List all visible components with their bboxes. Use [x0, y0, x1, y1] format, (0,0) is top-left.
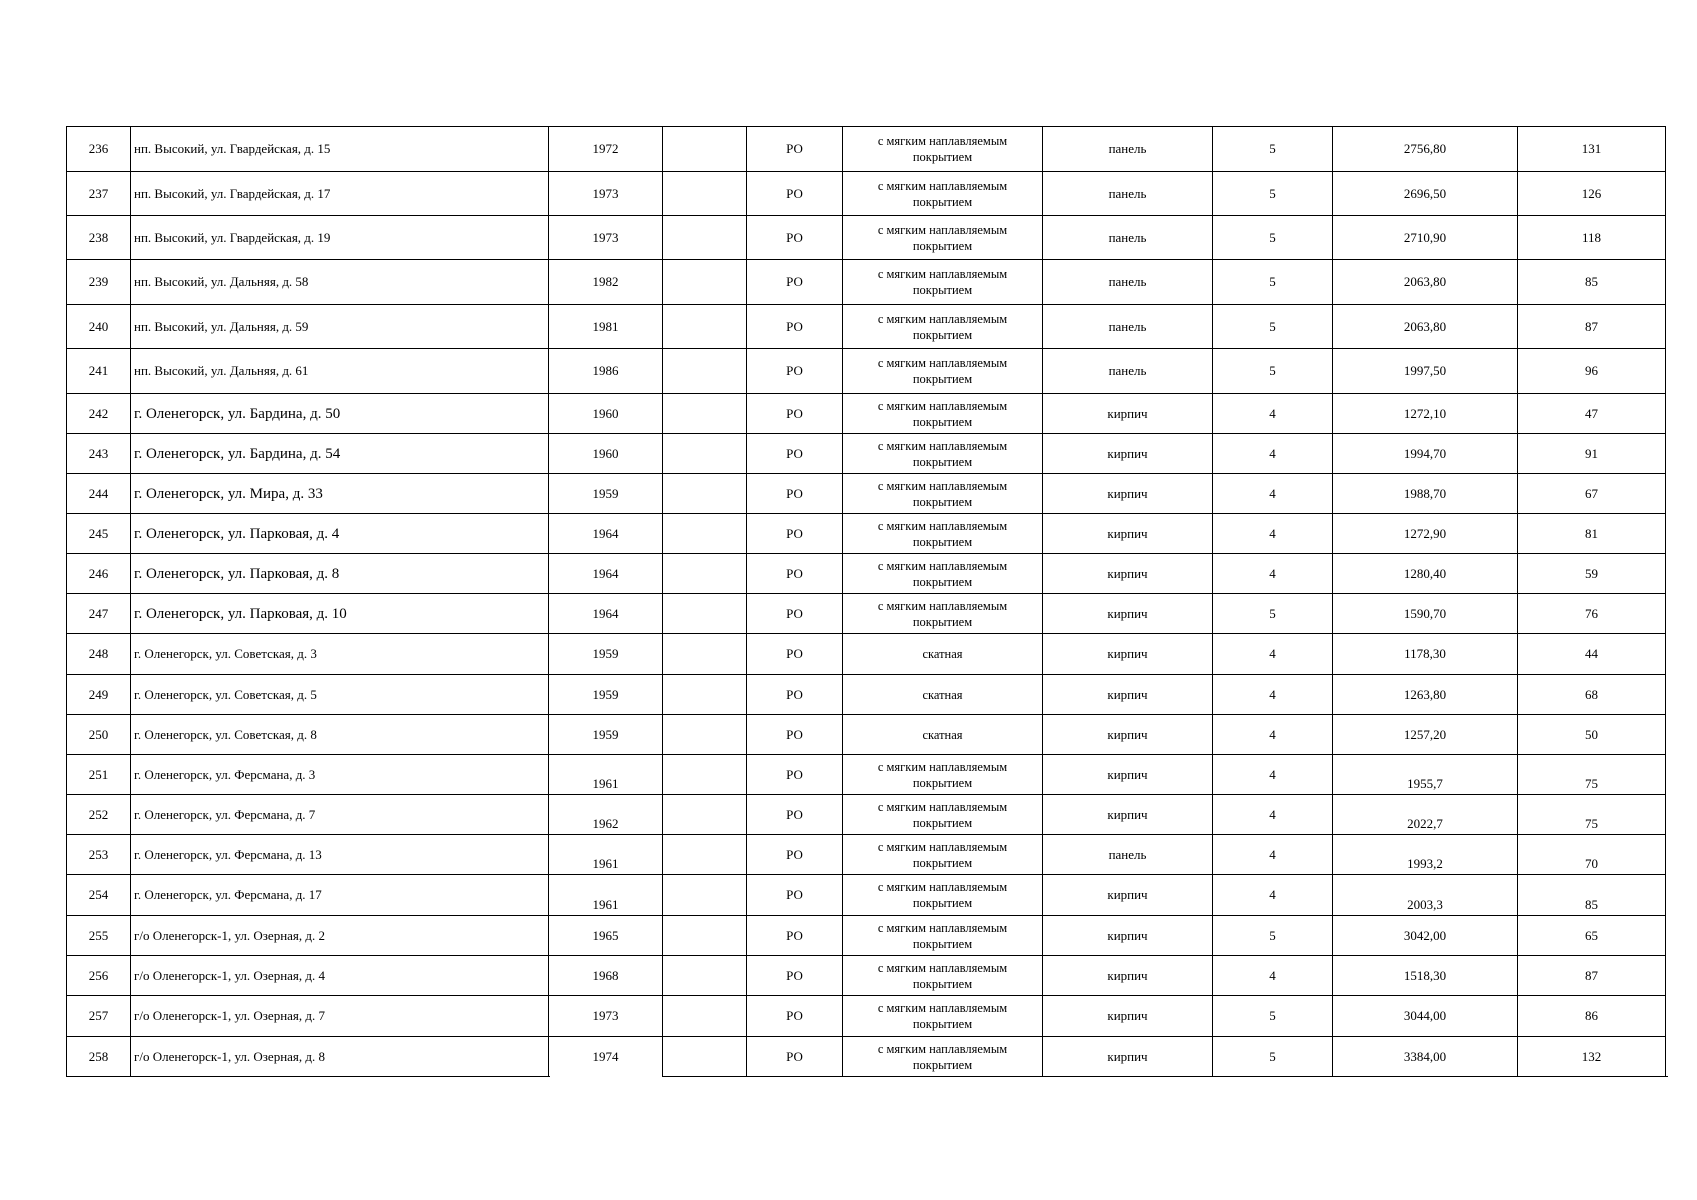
residents-cell: 81 [1517, 513, 1666, 553]
residents-cell: 87 [1517, 955, 1666, 995]
blank-cell [662, 633, 746, 674]
wall-material-cell: кирпич [1042, 633, 1212, 674]
blank-cell [662, 215, 746, 259]
floors-cell: 5 [1212, 915, 1332, 955]
year-cell: 1973 [548, 171, 662, 215]
row-number-cell: 258 [66, 1036, 130, 1076]
wall-material-cell: кирпич [1042, 553, 1212, 593]
address-cell: г/о Оленегорск-1, ул. Озерная, д. 2 [130, 915, 548, 955]
table-row [66, 915, 1666, 955]
floors-cell: 5 [1212, 171, 1332, 215]
blank-cell [662, 433, 746, 473]
area-cell: 3044,00 [1332, 995, 1517, 1036]
year-cell: 1959 [548, 473, 662, 513]
residents-cell: 85 [1517, 259, 1666, 304]
row-number-cell: 250 [66, 714, 130, 754]
wall-material-cell: панель [1042, 126, 1212, 171]
code-cell: РО [746, 473, 842, 513]
roof-type-cell: с мягким наплавляемым покрытием [842, 513, 1042, 553]
roof-type-cell: с мягким наплавляемым покрытием [842, 304, 1042, 348]
floors-cell: 4 [1212, 955, 1332, 995]
blank-cell [662, 259, 746, 304]
row-number-cell: 238 [66, 215, 130, 259]
table-row [66, 473, 1666, 513]
blank-cell [662, 171, 746, 215]
code-cell: РО [746, 348, 842, 393]
table-row [66, 553, 1666, 593]
residents-cell: 96 [1517, 348, 1666, 393]
code-cell: РО [746, 393, 842, 433]
table-row [66, 955, 1666, 995]
year-cell: 1959 [548, 674, 662, 714]
roof-type-cell: с мягким наплавляемым покрытием [842, 1036, 1042, 1076]
area-cell: 1257,20 [1332, 714, 1517, 754]
address-cell: нп. Высокий, ул. Гвардейская, д. 19 [130, 215, 548, 259]
code-cell: РО [746, 259, 842, 304]
address-cell: г. Оленегорск, ул. Ферсмана, д. 13 [130, 834, 548, 874]
year-cell: 1961 [548, 754, 662, 794]
row-number-cell: 236 [66, 126, 130, 171]
year-cell: 1973 [548, 215, 662, 259]
table-row [66, 633, 1666, 674]
table-row [66, 1036, 1666, 1076]
table-row [66, 433, 1666, 473]
floors-cell: 4 [1212, 754, 1332, 794]
area-cell: 2063,80 [1332, 304, 1517, 348]
blank-cell [662, 553, 746, 593]
area-cell: 2696,50 [1332, 171, 1517, 215]
area-cell: 1993,2 [1332, 834, 1517, 874]
blank-cell [662, 754, 746, 794]
table-row [66, 304, 1666, 348]
roof-type-cell: с мягким наплавляемым покрытием [842, 215, 1042, 259]
blank-cell [662, 513, 746, 553]
blank-cell [662, 593, 746, 633]
address-cell: г/о Оленегорск-1, ул. Озерная, д. 4 [130, 955, 548, 995]
code-cell: РО [746, 674, 842, 714]
wall-material-cell: кирпич [1042, 433, 1212, 473]
wall-material-cell: кирпич [1042, 473, 1212, 513]
code-cell: РО [746, 215, 842, 259]
code-cell: РО [746, 995, 842, 1036]
code-cell: РО [746, 915, 842, 955]
row-number-cell: 249 [66, 674, 130, 714]
area-cell: 1988,70 [1332, 473, 1517, 513]
year-cell: 1964 [548, 513, 662, 553]
year-cell: 1981 [548, 304, 662, 348]
blank-cell [662, 714, 746, 754]
blank-cell [662, 915, 746, 955]
floors-cell: 4 [1212, 714, 1332, 754]
year-cell: 1959 [548, 714, 662, 754]
code-cell: РО [746, 304, 842, 348]
wall-material-cell: кирпич [1042, 915, 1212, 955]
wall-material-cell: кирпич [1042, 955, 1212, 995]
roof-type-cell: с мягким наплавляемым покрытием [842, 834, 1042, 874]
blank-cell [662, 995, 746, 1036]
code-cell: РО [746, 754, 842, 794]
code-cell: РО [746, 874, 842, 915]
row-number-cell: 255 [66, 915, 130, 955]
code-cell: РО [746, 553, 842, 593]
code-cell: РО [746, 433, 842, 473]
blank-cell [662, 304, 746, 348]
floors-cell: 4 [1212, 834, 1332, 874]
year-cell: 1960 [548, 433, 662, 473]
wall-material-cell: кирпич [1042, 794, 1212, 834]
roof-type-cell: с мягким наплавляемым покрытием [842, 348, 1042, 393]
wall-material-cell: панель [1042, 348, 1212, 393]
blank-cell [662, 1036, 746, 1076]
row-number-cell: 243 [66, 433, 130, 473]
housing-table [66, 126, 1666, 1081]
row-number-cell: 254 [66, 874, 130, 915]
table-row [66, 126, 1666, 171]
year-cell: 1962 [548, 794, 662, 834]
area-cell: 1272,10 [1332, 393, 1517, 433]
roof-type-cell: с мягким наплавляемым покрытием [842, 433, 1042, 473]
residents-cell: 59 [1517, 553, 1666, 593]
address-cell: г. Оленегорск, ул. Парковая, д. 4 [130, 513, 548, 553]
wall-material-cell: панель [1042, 259, 1212, 304]
area-cell: 1955,7 [1332, 754, 1517, 794]
blank-cell [662, 874, 746, 915]
roof-type-cell: с мягким наплавляемым покрытием [842, 874, 1042, 915]
residents-cell: 131 [1517, 126, 1666, 171]
residents-cell: 76 [1517, 593, 1666, 633]
year-cell: 1982 [548, 259, 662, 304]
address-cell: г. Оленегорск, ул. Ферсмана, д. 7 [130, 794, 548, 834]
year-cell: 1974 [548, 1036, 662, 1076]
row-number-cell: 244 [66, 473, 130, 513]
roof-type-cell: с мягким наплавляемым покрытием [842, 473, 1042, 513]
blank-cell [662, 674, 746, 714]
residents-cell: 87 [1517, 304, 1666, 348]
table-row [66, 995, 1666, 1036]
roof-type-cell: с мягким наплавляемым покрытием [842, 553, 1042, 593]
wall-material-cell: панель [1042, 834, 1212, 874]
area-cell: 2022,7 [1332, 794, 1517, 834]
wall-material-cell: кирпич [1042, 393, 1212, 433]
area-cell: 1994,70 [1332, 433, 1517, 473]
address-cell: г. Оленегорск, ул. Ферсмана, д. 3 [130, 754, 548, 794]
roof-type-cell: с мягким наплавляемым покрытием [842, 754, 1042, 794]
blank-cell [662, 834, 746, 874]
table-row [66, 874, 1666, 915]
blank-cell [662, 473, 746, 513]
floors-cell: 4 [1212, 674, 1332, 714]
residents-cell: 67 [1517, 473, 1666, 513]
wall-material-cell: кирпич [1042, 714, 1212, 754]
code-cell: РО [746, 794, 842, 834]
area-cell: 2756,80 [1332, 126, 1517, 171]
row-number-cell: 247 [66, 593, 130, 633]
roof-type-cell: с мягким наплавляемым покрытием [842, 171, 1042, 215]
year-cell: 1961 [548, 874, 662, 915]
table-row [66, 259, 1666, 304]
wall-material-cell: кирпич [1042, 874, 1212, 915]
roof-type-cell: скатная [842, 714, 1042, 754]
floors-cell: 5 [1212, 215, 1332, 259]
year-cell: 1964 [548, 553, 662, 593]
address-cell: г. Оленегорск, ул. Мира, д. 33 [130, 473, 548, 513]
wall-material-cell: панель [1042, 171, 1212, 215]
wall-material-cell: панель [1042, 215, 1212, 259]
year-cell: 1968 [548, 955, 662, 995]
address-cell: нп. Высокий, ул. Гвардейская, д. 17 [130, 171, 548, 215]
roof-type-cell: с мягким наплавляемым покрытием [842, 593, 1042, 633]
floors-cell: 4 [1212, 393, 1332, 433]
address-cell: г. Оленегорск, ул. Бардина, д. 54 [130, 433, 548, 473]
table-row [66, 674, 1666, 714]
residents-cell: 85 [1517, 874, 1666, 915]
year-cell: 1973 [548, 995, 662, 1036]
year-cell: 1960 [548, 393, 662, 433]
row-number-cell: 237 [66, 171, 130, 215]
year-cell: 1986 [548, 348, 662, 393]
floors-cell: 5 [1212, 593, 1332, 633]
address-cell: г. Оленегорск, ул. Советская, д. 3 [130, 633, 548, 674]
code-cell: РО [746, 126, 842, 171]
row-number-cell: 242 [66, 393, 130, 433]
floors-cell: 4 [1212, 553, 1332, 593]
wall-material-cell: панель [1042, 304, 1212, 348]
floors-cell: 5 [1212, 259, 1332, 304]
year-cell: 1959 [548, 633, 662, 674]
roof-type-cell: скатная [842, 633, 1042, 674]
table-bottom-border [66, 1076, 550, 1077]
residents-cell: 47 [1517, 393, 1666, 433]
code-cell: РО [746, 834, 842, 874]
address-cell: г. Оленегорск, ул. Бардина, д. 50 [130, 393, 548, 433]
wall-material-cell: кирпич [1042, 754, 1212, 794]
residents-cell: 91 [1517, 433, 1666, 473]
roof-type-cell: с мягким наплавляемым покрытием [842, 794, 1042, 834]
wall-material-cell: кирпич [1042, 1036, 1212, 1076]
residents-cell: 86 [1517, 995, 1666, 1036]
row-number-cell: 246 [66, 553, 130, 593]
area-cell: 2710,90 [1332, 215, 1517, 259]
residents-cell: 75 [1517, 754, 1666, 794]
code-cell: РО [746, 955, 842, 995]
roof-type-cell: с мягким наплавляемым покрытием [842, 393, 1042, 433]
table-row [66, 348, 1666, 393]
wall-material-cell: кирпич [1042, 593, 1212, 633]
residents-cell: 118 [1517, 215, 1666, 259]
area-cell: 1590,70 [1332, 593, 1517, 633]
address-cell: г. Оленегорск, ул. Парковая, д. 10 [130, 593, 548, 633]
address-cell: нп. Высокий, ул. Гвардейская, д. 15 [130, 126, 548, 171]
row-number-cell: 252 [66, 794, 130, 834]
table-row [66, 593, 1666, 633]
row-number-cell: 240 [66, 304, 130, 348]
floors-cell: 4 [1212, 513, 1332, 553]
code-cell: РО [746, 633, 842, 674]
roof-type-cell: с мягким наплавляемым покрытием [842, 955, 1042, 995]
year-cell: 1972 [548, 126, 662, 171]
area-cell: 1178,30 [1332, 633, 1517, 674]
table-row [66, 393, 1666, 433]
residents-cell: 132 [1517, 1036, 1666, 1076]
area-cell: 1263,80 [1332, 674, 1517, 714]
row-number-cell: 256 [66, 955, 130, 995]
residents-cell: 126 [1517, 171, 1666, 215]
year-cell: 1965 [548, 915, 662, 955]
floors-cell: 4 [1212, 874, 1332, 915]
residents-cell: 65 [1517, 915, 1666, 955]
row-number-cell: 248 [66, 633, 130, 674]
blank-cell [662, 393, 746, 433]
floors-cell: 5 [1212, 348, 1332, 393]
residents-cell: 50 [1517, 714, 1666, 754]
blank-cell [662, 955, 746, 995]
floors-cell: 5 [1212, 304, 1332, 348]
wall-material-cell: кирпич [1042, 513, 1212, 553]
residents-cell: 70 [1517, 834, 1666, 874]
table-row [66, 171, 1666, 215]
address-cell: г. Оленегорск, ул. Советская, д. 8 [130, 714, 548, 754]
blank-cell [662, 348, 746, 393]
wall-material-cell: кирпич [1042, 674, 1212, 714]
residents-cell: 44 [1517, 633, 1666, 674]
address-cell: нп. Высокий, ул. Дальняя, д. 58 [130, 259, 548, 304]
table-row [66, 754, 1666, 794]
code-cell: РО [746, 593, 842, 633]
address-cell: г. Оленегорск, ул. Парковая, д. 8 [130, 553, 548, 593]
area-cell: 2063,80 [1332, 259, 1517, 304]
table-row [66, 794, 1666, 834]
residents-cell: 75 [1517, 794, 1666, 834]
area-cell: 1280,40 [1332, 553, 1517, 593]
table-row [66, 714, 1666, 754]
address-cell: нп. Высокий, ул. Дальняя, д. 61 [130, 348, 548, 393]
floors-cell: 4 [1212, 473, 1332, 513]
address-cell: г. Оленегорск, ул. Ферсмана, д. 17 [130, 874, 548, 915]
area-cell: 2003,3 [1332, 874, 1517, 915]
table-row [66, 215, 1666, 259]
code-cell: РО [746, 513, 842, 553]
roof-type-cell: с мягким наплавляемым покрытием [842, 126, 1042, 171]
code-cell: РО [746, 1036, 842, 1076]
floors-cell: 5 [1212, 995, 1332, 1036]
address-cell: г/о Оленегорск-1, ул. Озерная, д. 8 [130, 1036, 548, 1076]
roof-type-cell: с мягким наплавляемым покрытием [842, 915, 1042, 955]
roof-type-cell: скатная [842, 674, 1042, 714]
code-cell: РО [746, 171, 842, 215]
roof-type-cell: с мягким наплавляемым покрытием [842, 995, 1042, 1036]
floors-cell: 5 [1212, 126, 1332, 171]
roof-type-cell: с мягким наплавляемым покрытием [842, 259, 1042, 304]
area-cell: 1518,30 [1332, 955, 1517, 995]
blank-cell [662, 794, 746, 834]
row-number-cell: 241 [66, 348, 130, 393]
area-cell: 3384,00 [1332, 1036, 1517, 1076]
row-number-cell: 245 [66, 513, 130, 553]
residents-cell: 68 [1517, 674, 1666, 714]
row-number-cell: 257 [66, 995, 130, 1036]
floors-cell: 4 [1212, 433, 1332, 473]
address-cell: нп. Высокий, ул. Дальняя, д. 59 [130, 304, 548, 348]
year-cell: 1964 [548, 593, 662, 633]
address-cell: г/о Оленегорск-1, ул. Озерная, д. 7 [130, 995, 548, 1036]
row-number-cell: 239 [66, 259, 130, 304]
table-row [66, 513, 1666, 553]
row-number-cell: 251 [66, 754, 130, 794]
area-cell: 3042,00 [1332, 915, 1517, 955]
code-cell: РО [746, 714, 842, 754]
row-number-cell: 253 [66, 834, 130, 874]
table-bottom-border [662, 1076, 1668, 1077]
wall-material-cell: кирпич [1042, 995, 1212, 1036]
floors-cell: 4 [1212, 633, 1332, 674]
table-row [66, 834, 1666, 874]
area-cell: 1997,50 [1332, 348, 1517, 393]
floors-cell: 4 [1212, 794, 1332, 834]
floors-cell: 5 [1212, 1036, 1332, 1076]
area-cell: 1272,90 [1332, 513, 1517, 553]
year-cell: 1961 [548, 834, 662, 874]
blank-cell [662, 126, 746, 171]
address-cell: г. Оленегорск, ул. Советская, д. 5 [130, 674, 548, 714]
